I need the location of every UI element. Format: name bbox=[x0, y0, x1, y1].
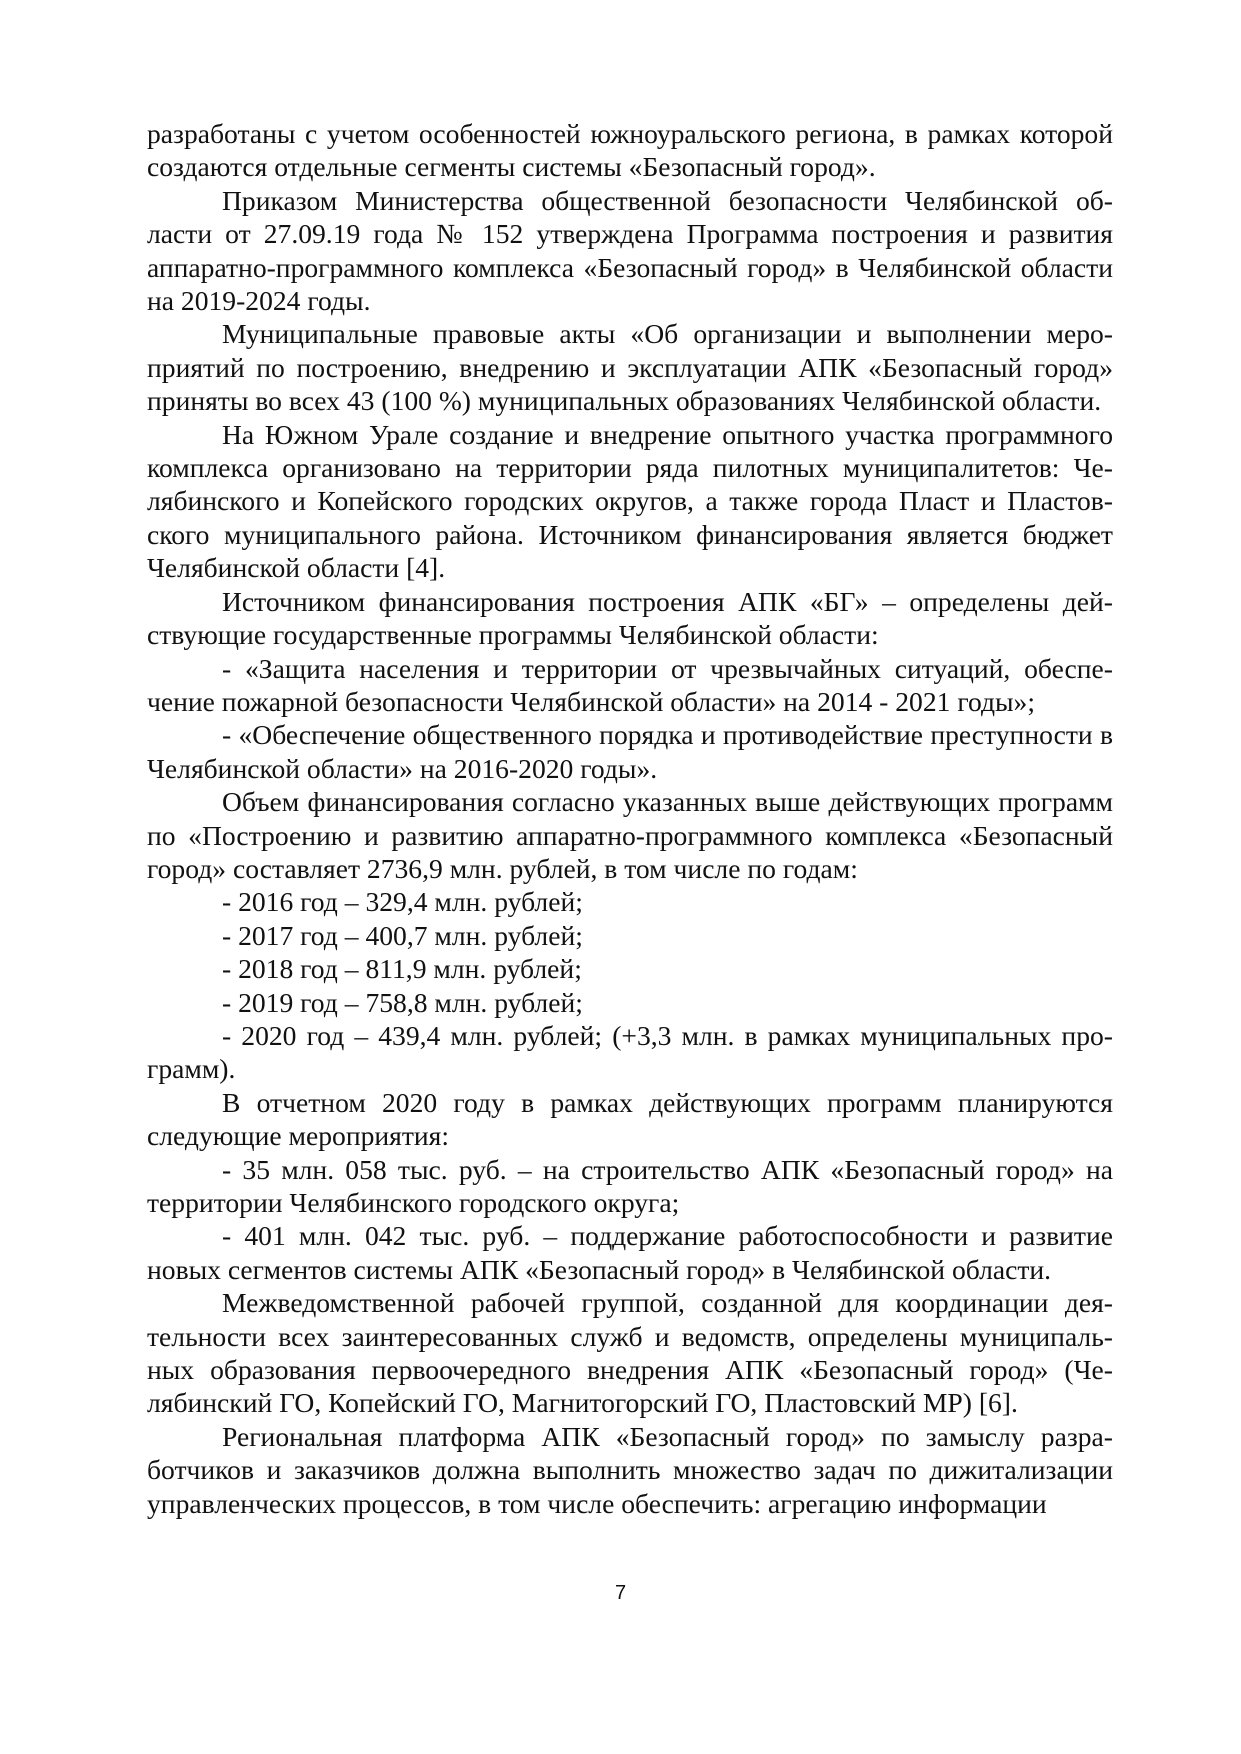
document-page bbox=[147, 117, 1113, 1520]
list-item-activity-construction: - 35 млн. 058 тыс. руб. – на строительство АПК «Безопасный город» на территории Челябинского городского округа; bbox=[147, 1153, 1113, 1218]
paragraph-municipal-acts: Муниципальные правовые акты «Об организации и выполнении мероприятий по построению, внедрению и эксплуатации АПК «Безопасный город» приняты во всех 43 (100 %) муниципальных образованиях Челябинской области. bbox=[147, 318, 1113, 417]
list-item-year-2019: - 2019 год – 758,8 млн. рублей; bbox=[222, 986, 583, 1018]
paragraph-financing-source: Источником финансирования построения АПК «БГ» – определены действующие государственные программы Челябинской области: bbox=[147, 585, 1113, 651]
paragraph-order-152: Приказом Министерства общественной безопасности Челябинской области от 27.09.19 года № 152 утверждена Программа построения и развития аппаратно-программного комплекса «Безопасный город» в Челябинской области на 2019-2024 годы. bbox=[147, 184, 1113, 317]
list-item-year-2020: - 2020 год – 439,4 млн. рублей; (+3,3 млн. в рамках муниципальных программ). bbox=[147, 1019, 1113, 1085]
list-item-activity-maintenance: - 401 млн. 042 тыс. руб. – поддержание работоспособности и развитие новых сегментов системы АПК «Безопасный город» в Челябинской области. bbox=[147, 1220, 1113, 1285]
page-number: 7 bbox=[614, 1582, 627, 1604]
list-item-year-2018: - 2018 год – 811,9 млн. рублей; bbox=[222, 953, 582, 985]
paragraph-regional-platform: Региональная платформа АПК «Безопасный город» по замыслу разработчиков и заказчиков должна выполнить множество задач по дижитализации управленческих процессов, в том числе обеспечить: агрегацию информации bbox=[147, 1420, 1113, 1519]
list-item-year-2017: - 2017 год – 400,7 млн. рублей; bbox=[222, 919, 583, 951]
list-item-program-public-order: - «Обеспечение общественного порядка и противодействие преступности в Челябинской области» на 2016-2020 годы». bbox=[147, 719, 1113, 784]
paragraph-financing-volume: Объем финансирования согласно указанных выше действующих программ по «Построению и развитию аппаратно-программного комплекса «Безопасный город» составляет 2736,9 млн. рублей, в том числе по годам: bbox=[147, 786, 1113, 884]
paragraph-south-ural-pilot: На Южном Урале создание и внедрение опытного участка программного комплекса организовано на территории ряда пилотных муниципалитетов: Челябинского и Копейского городских округов, а также города Пласт и Пластовского муниципального района. Источником финансирования является бюджет Челябинской области [4]. bbox=[147, 418, 1113, 584]
paragraph-working-group: Межведомственной рабочей группой, созданной для координации деятельности всех заинтересованных служб и ведомств, определены муниципальных образования первоочередного внедрения АПК «Безопасный город» (Челябинский ГО, Копейский ГО, Магнитогорский ГО, Пластовский МР) [6]. bbox=[147, 1287, 1113, 1419]
paragraph-2020-activities: В отчетном 2020 году в рамках действующих программ планируются следующие мероприятия: bbox=[147, 1086, 1113, 1152]
paragraph-continuation: разработаны с учетом особенностей южноуральского региона, в рамках которой создаются отдельные сегменты системы «Безопасный город». bbox=[147, 118, 1113, 183]
list-item-year-2016: - 2016 год – 329,4 млн. рублей; bbox=[222, 886, 583, 918]
list-item-program-emergency: - «Защита населения и территории от чрезвычайных ситуаций, обеспечение пожарной безопасности Челябинской области» на 2014 - 2021 годы»; bbox=[147, 652, 1113, 717]
